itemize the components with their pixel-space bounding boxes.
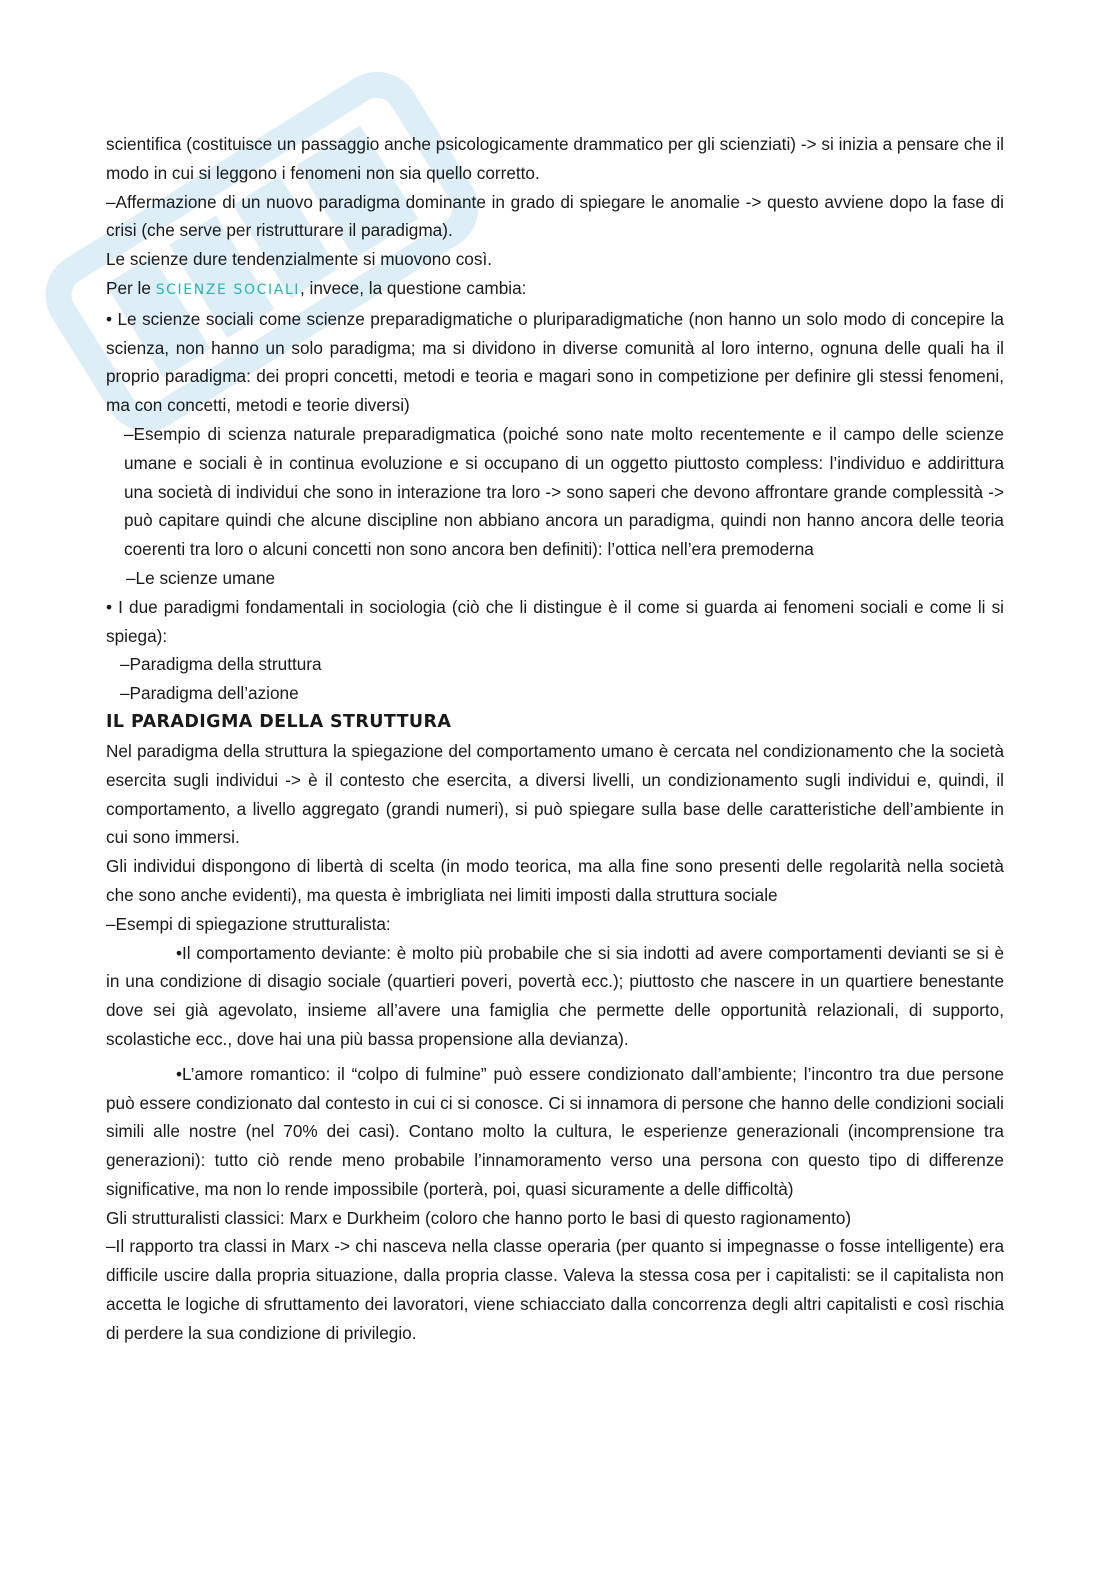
paragraph: Nel paradigma della struttura la spiegazione del comportamento umano è cercata nel condizionamento che la società esercita sugli individui -> è il contesto che esercita, a diversi livelli, un condizionamento sugli individui e, quindi, il comportamento, a livello aggregato (grandi numeri), si può spiegare sulla base delle caratteristiche dell’ambiente in cui sono immersi. [106,740,1004,848]
section-heading: IL PARADIGMA DELLA STRUTTURA [106,711,452,732]
paragraph: Gli individui dispongono di libertà di scelta (in modo teorica, ma alla fine sono presenti delle regolarità nella società che sono anche evidenti), ma questa è imbrigliata nei limiti imposti dalla struttura sociale [106,856,1004,905]
paragraph: –Esempi di spiegazione strutturalista: [106,913,391,934]
bullet-item: • I due paradigmi fondamentali in sociologia (ciò che li distingue è il come si guarda ai fenomeni sociali e come li si spiega): [106,596,1004,646]
text-prefix: Per le [106,277,156,298]
sub-item: –Paradigma della struttura [120,654,322,675]
paragraph: –Il rapporto tra classi in Marx -> chi nasceva nella classe operaria (per quanto si impegnasse o fosse intelligente) era difficile uscire dalla propria situazione, dalla propria classe. Valeva la stessa cosa per i capitalisti: se il capitalista non accetta le logiche di sfruttamento dei lavoratori, viene schiacciato dalla concorrenza degli altri capitalisti e così rischia di perdere la sua condizione di privilegio. [106,1236,1004,1343]
paragraph [106,274,1004,305]
paragraph: Le scienze dure tendenzialmente si muovono così. [106,249,492,270]
example-item: •L’amore romantico: il “colpo di fulmine” può essere condizionato dall’ambiente; l’incontro tra due persone può essere condizionato dal contesto in cui ci si conosce. Ci si innamora di persone che hanno delle condizioni sociali simili alle nostre (nel 70% dei casi). Contano molto la cultura, le esperienze generazionali (incomprensione tra generazioni): tutto ciò rende meno probabile l’innamoramento verso una persona con questo tipo di differenze significative, ma non lo rende impossibile (porterà, poi, quasi sicuramente a delle difficoltà) [106,1063,1004,1199]
text-suffix: , invece, la questione cambia: [300,277,527,298]
accent-term: SCIENZE SOCIALI [155,281,300,298]
sub-item: –Esempio di scienza naturale preparadigmatica (poiché sono nate molto recentemente e il campo delle scienze umane e sociali è in continua evoluzione e si occupano di un oggetto piuttosto compless: l’individuo e addirittura una società di individui che sono in interazione tra loro -> sono saperi che devono affrontare grande complessità -> può capitare quindi che alcune discipline non abbiano ancora un paradigma, quindi non hanno ancora delle teoria coerenti tra loro o alcuni concetti non sono ancora ben definiti): l’ottica nell’era premoderna [124,423,1004,560]
bullet-item: • Le scienze sociali come scienze preparadigmatiche o pluriparadigmatiche (non hanno un solo modo di concepire la scienza, non hanno un solo paradigma; ma si dividono in diverse comunità al loro interno, ognuna delle quali ha il proprio paradigma: dei propri concetti, metodi e teoria e magari sono in competizione per definire gli stessi fenomeni, ma con concetti, metodi e teorie diversi) [106,308,1004,416]
example-item: •Il comportamento deviante: è molto più probabile che si sia indotti ad avere comportamenti devianti se si è in una condizione di disagio sociale (quartieri poveri, povertà ecc.); piuttosto che nascere in un quartiere benestante dove sei già agevolato, insieme all’avere una famiglia che permette delle opportunità relazionali, di supporto, scolastiche ecc., dove hai una più bassa propensione alla devianza). [106,942,1004,1049]
paragraph: scientifica (costituisce un passaggio anche psicologicamente drammatico per gli scienziati) -> si inizia a pensare che il modo in cui si leggono i fenomeni non sia quello corretto. [106,134,1004,183]
paragraph: –Affermazione di un nuovo paradigma dominante in grado di spiegare le anomalie -> questo avviene dopo la fase di crisi (che serve per ristrutturare il paradigma). [106,191,1004,241]
sub-item: –Paradigma dell’azione [120,683,299,704]
paragraph: Gli strutturalisti classici: Marx e Durkheim (coloro che hanno porto le basi di questo ragionamento) [106,1207,852,1228]
document-body [106,130,1004,1348]
sub-item: –Le scienze umane [126,567,276,588]
